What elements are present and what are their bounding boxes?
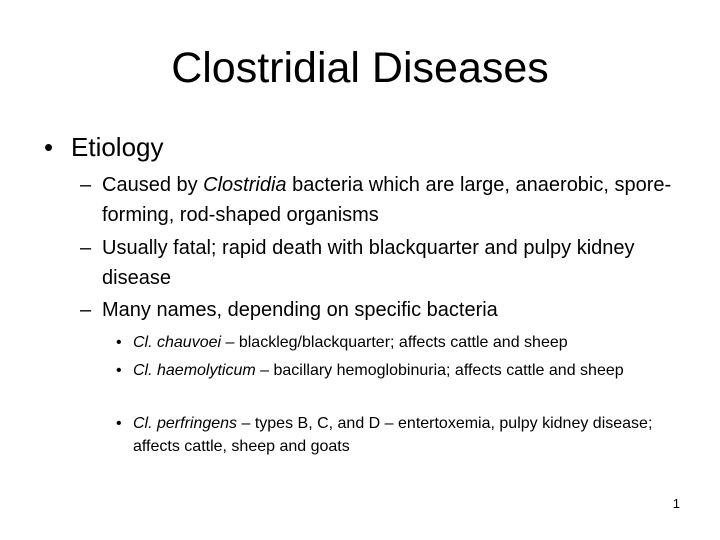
sub-sub-bullet-text [133,331,696,354]
text-segment: bacteria which are large, anaerobic, spore-forming, rod-shaped organisms [102,174,672,226]
text-segment: Caused by [102,174,204,196]
sub-bullet-text: Many names, depending on specific bacteria [102,299,498,321]
sub-bullet-cause [80,170,700,230]
italic-term: Cl. chauvoei [133,334,222,351]
sub-bullet-fatal [80,233,700,293]
sub-sub-bullet-perfringens [116,412,696,458]
sub-sub-bullet-haemolyticum [116,359,696,382]
italic-term: Cl. haemolyticum [133,362,256,379]
slide-title: Clostridial Diseases [171,44,549,92]
text-segment: – bacillary hemoglobinuria; affects cattle and sheep [255,362,624,379]
bullet-marker: • [116,334,122,351]
sub-bullet-text [102,170,700,230]
text-segment: – blackleg/blackquarter; affects cattle and sheep [221,334,568,351]
text-segment: – types B, C, and D – entertoxemia, pulpy kidney disease; affects cattle, sheep and goats [133,415,653,455]
sub-sub-bullet-text [133,359,696,382]
sub-sub-bullet-chauvoei [116,331,696,354]
bullet-text: Etiology [71,132,164,162]
dash-marker: – [80,174,92,196]
bullet-marker: • [116,415,122,432]
italic-term: Cl. perfringens [133,415,238,432]
bullet-marker: • [44,132,54,162]
sub-bullet-text: Usually fatal; rapid death with blackquarter and pulpy kidney disease [102,237,635,289]
page-number: 1 [672,496,680,511]
bullet-marker: • [116,362,122,379]
dash-marker: – [80,237,92,259]
dash-marker: – [80,299,92,321]
italic-term: Clostridia [203,174,287,196]
sub-bullet-names [80,295,700,325]
sub-sub-bullet-text [133,412,696,458]
